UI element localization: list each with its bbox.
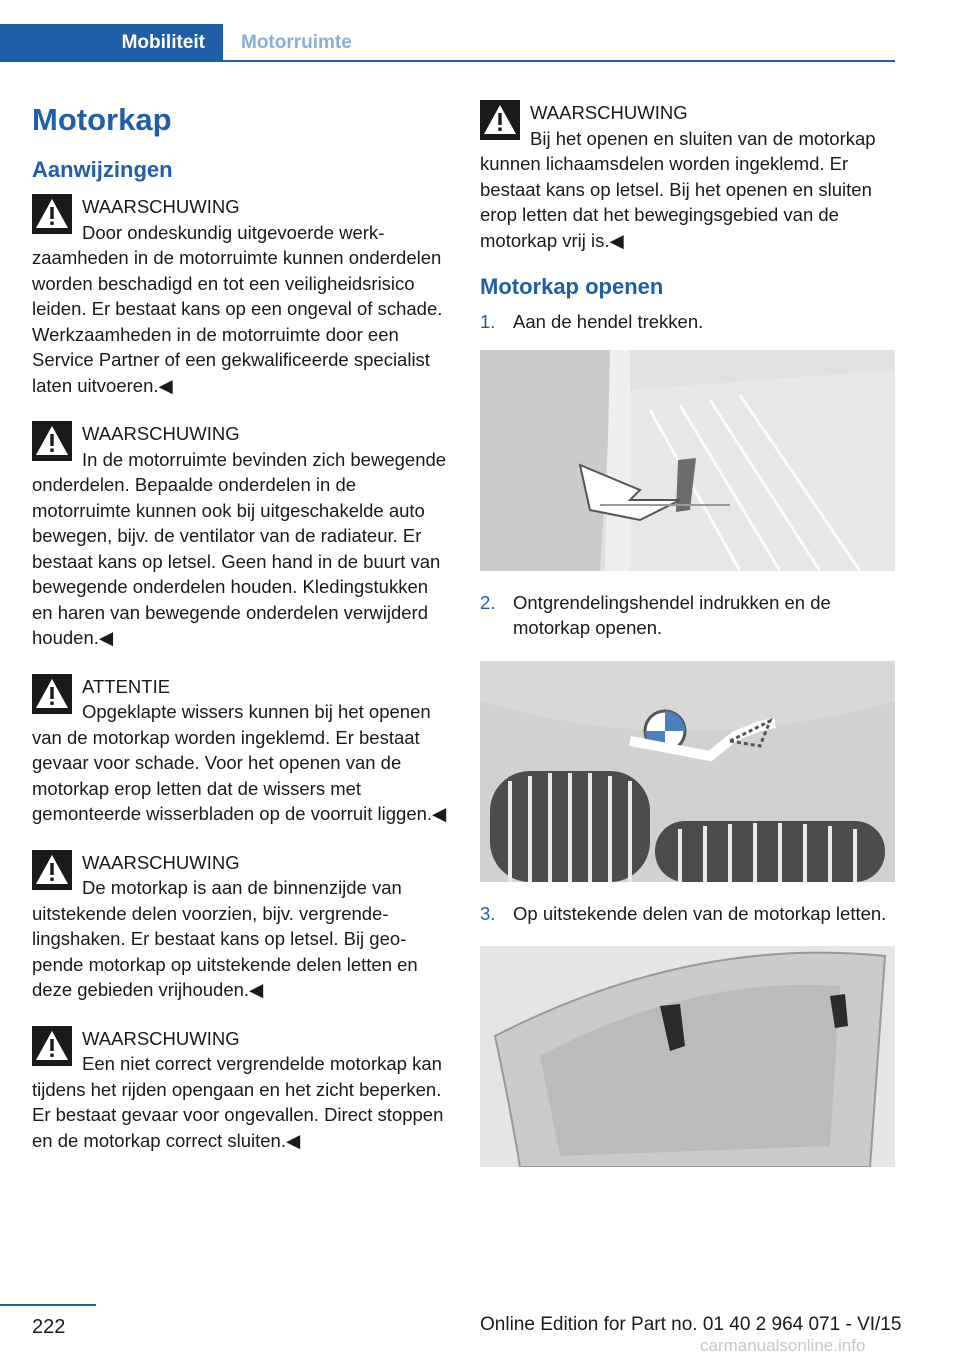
- warning-triangle-icon: [480, 100, 520, 140]
- edition-note: Online Edition for Part no. 01 40 2 964 071 - VI/15: [480, 1314, 902, 1335]
- warning-text: Een niet correct vergrendelde motorkap kan tijdens het rijden opengaan en het zicht beperken. Er bestaat gevaar voor ongevallen. Direct stoppen en de motorkap correct sluiten.◀: [32, 1053, 444, 1151]
- tab-motorruimte[interactable]: Motorruimte: [241, 32, 352, 53]
- step-item: [480, 309, 895, 335]
- warning-block: [32, 194, 450, 398]
- figure-bonnet-release-lever: [480, 350, 895, 571]
- step-text: Aan de hendel trekken.: [513, 311, 704, 332]
- warning-label: WAARSCHUWING: [82, 851, 240, 873]
- step-number: 2.: [480, 591, 496, 613]
- tab-mobiliteit[interactable]: Mobiliteit: [0, 24, 223, 62]
- warning-label: WAARSCHUWING: [530, 102, 688, 123]
- warning-triangle-icon: [32, 1026, 72, 1066]
- step-number: 3.: [480, 902, 496, 924]
- step-item: [480, 901, 895, 927]
- page-title: Motorkap: [32, 102, 172, 137]
- attention-text: Opgeklapte wissers kunnen bij het openen van de motorkap worden ingeklemd. Er bestaat gevaar voor schade. Voor het openen van de motorkap erop letten dat de wissers met gemonteerde wisserbladen op de voorruit liggen.◀: [32, 701, 447, 824]
- figure-bonnet-underside: [480, 946, 895, 1167]
- warning-triangle-icon: [32, 194, 72, 234]
- right-column: [480, 100, 895, 1167]
- warning-block: [480, 100, 895, 253]
- attention-label: ATTENTIE: [82, 675, 171, 697]
- warning-text: Door ondeskundig uitgevoerde werkzaamheden in de motorruimte kunnen onderdelen worden beschadigd en tot een veiligheidsrisico leiden. Er bestaat kans op een ongeval of schade. Werkzaamheden in de motorruimte door een Service Partner of een gekwalificeerde specialist laten uitvoeren.◀: [32, 221, 443, 396]
- warning-text: In de motorruimte bevinden zich bewegende onderdelen. Bepaalde onderdelen in de motorruimte kunnen ook bij uitgeschakelde auto bewegen, bijv. de ventilator van de radiateur. Er bestaat kans op letsel. Geen hand in de buurt van bewegende onderdelen houden. Kledingstukken en haren van bewegende onderdelen verwijderd houden.◀: [32, 448, 447, 648]
- warning-text: De motorkap is aan de binnenzijde van uitstekende delen voorzien, bijv. vergrendelingshaken. Er bestaat kans op letsel. Bij geopende motorkap op uitstekende delen letten en deze gebieden vrijhouden.◀: [32, 877, 418, 1000]
- figure-release-handle: [480, 661, 895, 882]
- bonnet-underside-illustration: [480, 946, 895, 1167]
- warning-triangle-icon: [32, 850, 72, 890]
- warning-text: Bij het openen en sluiten van de motorkap kunnen lichaamsdelen worden ingeklemd. Er bestaat kans op letsel. Bij het openen en sluiten erop letten dat het bewegingsgebied van de motorkap vrij is.◀: [480, 127, 876, 251]
- warning-block: [32, 1026, 450, 1154]
- warning-triangle-icon: [32, 674, 72, 714]
- footer-rule: [0, 1304, 96, 1306]
- left-column: [32, 100, 450, 1176]
- warning-block: [32, 421, 450, 651]
- grille-illustration: [480, 661, 895, 882]
- warning-block: [32, 850, 450, 1003]
- lever-illustration: [480, 350, 895, 571]
- warning-label: WAARSCHUWING: [82, 196, 240, 217]
- step-text: Op uitstekende delen van de motorkap letten.: [513, 902, 887, 924]
- warning-label: WAARSCHUWING: [82, 1027, 240, 1049]
- step-number: 1.: [480, 311, 496, 332]
- section-heading-motorkap-openen: Motorkap openen: [480, 274, 664, 299]
- header-rule: [0, 60, 895, 62]
- section-heading-aanwijzingen: Aanwijzingen: [32, 157, 173, 182]
- warning-label: WAARSCHUWING: [82, 423, 240, 444]
- warning-triangle-icon: [32, 421, 72, 461]
- step-text: Ontgrendelingshendel indrukken en de motorkap openen.: [513, 591, 831, 638]
- watermark: carmanualsonline.info: [700, 1336, 866, 1355]
- step-item: [480, 590, 895, 641]
- chapter-header: [0, 24, 895, 62]
- attention-block: [32, 674, 450, 827]
- page-number: 222: [32, 1316, 66, 1338]
